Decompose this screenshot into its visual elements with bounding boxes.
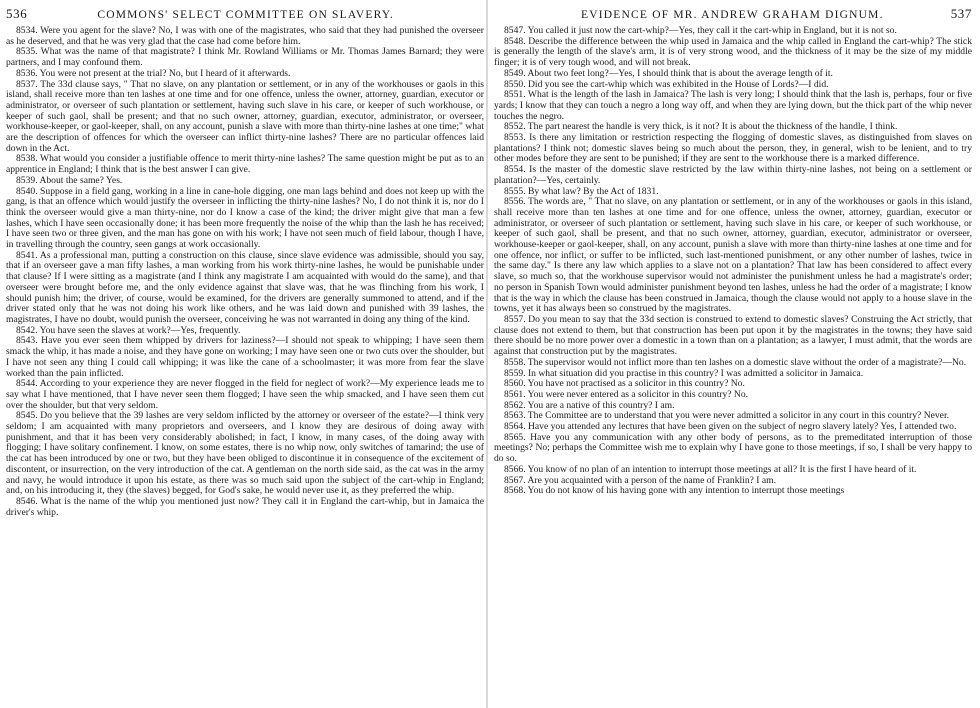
- evidence-paragraph: 8550. Did you see the cart-whip which was exhibited in the House of Lords?—I did.: [504, 78, 829, 90]
- evidence-paragraph: 8538. What would you consider a justifiable offence to merit thirty-nine lashes? The same question might be put as to an apprentice in England; I think that is the best answer I can give.: [6, 153, 484, 176]
- evidence-paragraph: 8556. The words are, " That no slave, on any plantation or settlement, or in any of the workhouses or gaols in this island, shall receive more than ten lashes at one time and for one offence, unless the owner, attorney, guardian, executor or administrator, or overseer of such plantation or settlement, having such slave in his care, or keeper of such workhouse, or keeper of such gaol, shall be present, and that no such owner, attorney, guardian, executor, administrator or overseer, workhouse-keeper or gaol-keeper, shall, on any account, punish a slave with more than thirty-nine lashes at one time and for one offence, nor inflict, or suffer to be inflicted, such last-mentioned punishment, or any other number of lashes, twice in the same day." Is there any law which applies to a slave not on a plantation? That law has been considered to affect every slave, so much so, that the workhouse supervisor would not administer the punishment unless he had a magistrate's order; no person in Spanish Town would administer punishment beyond ten lashes, unless he had the order of a magistrate; I know that is the way in which the clause has been construed in Jamaica, though the clause would not apply to a house slave in the towns, yet it has always been so construed by the magistrates.: [494, 196, 972, 315]
- left-page-body: [6, 26, 484, 518]
- evidence-paragraph: 8561. You were never entered as a solicitor in this country? No.: [504, 388, 749, 400]
- evidence-paragraph: 8547. You called it just now the cart-whip?—Yes, they call it the cart-whip in England, but it is not so.: [504, 25, 897, 36]
- left-page: [6, 0, 484, 708]
- right-page-header: [494, 0, 972, 26]
- evidence-paragraph: 8558. The supervisor would not inflict more than ten lashes on a domestic slave without the order of a magistrate?—No.: [504, 356, 967, 368]
- evidence-paragraph: 8565. Have you any communication with any other body of persons, as to the premeditated interruption of those meetings? No; perhaps the Committee wish me to explain why I have gone to those meetings, if so, I shall be very happy to do so.: [494, 431, 972, 465]
- right-page-body: [494, 26, 972, 497]
- evidence-paragraph: 8552. The part nearest the handle is very thick, is it not? It is about the thickness of the handle, I think.: [504, 121, 898, 133]
- evidence-paragraph: 8551. What is the length of the lash in Jamaica? The lash is very long; I should think that the lash is, perhaps, four or five yards; I know that they can touch a negro a long way off, and when they are lying down, but the thick part of the whip never touches the negro.: [494, 89, 972, 122]
- evidence-paragraph: 8534. Were you agent for the slave? No, I was with one of the magistrates, who said that they had punished the overseer as he deserved, and that he was very glad that the case had come before him.: [6, 25, 484, 47]
- evidence-paragraph: 8542. You have seen the slaves at work?—Yes, frequently.: [16, 324, 241, 336]
- evidence-paragraph: 8560. You have not practised as a solicitor in this country? No.: [504, 378, 745, 390]
- evidence-paragraph: 8563. The Committee are to understand that you were never admitted a solicitor in any court in this country? Never.: [504, 410, 950, 422]
- evidence-paragraph: 8544. According to your experience they are never flogged in the field for neglect of work?—My experience leads me to say what I have mentioned, that I have never seen them flogged; I have seen the whip smacked, and I have seen them cut over the shoulder, but that very seldom.: [6, 378, 484, 411]
- right-running-title: EVIDENCE OF MR. ANDREW GRAHAM DIGNUM.: [581, 9, 884, 21]
- evidence-paragraph: 8567. Are you acquainted with a person of the name of Franklin? I am.: [504, 474, 777, 486]
- evidence-paragraph: 8548. Describe the difference between the whip used in Jamaica and the whip called in England the cart-whip? The stick is generally the length of the slave's arm, it is of very strong wood, and the thickness of it may be the size of my middle finger; it is of very tough wood, and will not break.: [494, 35, 972, 69]
- evidence-paragraph: 8549. About two feet long?—Yes, I should think that is about the average length of it.: [504, 67, 833, 79]
- left-page-header: [6, 0, 484, 26]
- evidence-paragraph: 8559. In what situation did you practise in this country? I was admitted a solicitor in Jamaica.: [504, 367, 864, 379]
- evidence-paragraph: 8541. As a professional man, putting a construction on this clause, since slave evidence was admissible, should you say, that if an overseer gave a man fifty lashes, a man working from his work thirty-nine lashes, he would be punishable under that clause? If I were sitting as a magistrate (and I think any magistrate I am acquainted with would do the same), and that overseer were brought before me, and the only evidence against that slave was, that he was flinching from his work, I should punish him; the driver, of course, would be examined, for the drivers are generally summoned to attend, and if the driver stated only that he was not doing his work like others, and he was laid down and punished with 39 lashes, the magistrates, I have no doubt, would punish the overseer, conceiving he was not warranted in doing any thing of the kind.: [6, 249, 484, 325]
- evidence-paragraph: 8535. What was the name of that magistrate? I think Mr. Rowland Williams or Mr. Thomas James Barnard; they were partners, and I may confound them.: [6, 46, 484, 69]
- evidence-paragraph: 8557. Do you mean to say that the 33d section is construed to extend to domestic slaves? Construing the Act strictly, that clause does not extend to them, but that construction has been put upon it by the magistrates in the towns; they have said there should be no more power over a domestic in a town than on a plantation; as a lawyer, I must admit, that the words are against that construction put by the magistrates.: [494, 313, 972, 358]
- evidence-paragraph: 8540. Suppose in a field gang, working in a line in cane-hole digging, one man lags behind and does not keep up with the gang, is that an offence which would justify the overseer in inflicting the thirty-nine lashes? No, I do not think it is, nor do I think the overseer would give a man thirty-nine, nor do I know a case of the kind; the driver might give that man a few lashes, which I have seen occasionally done; it has been more frequently the noise of the whip than the lash he has received; I have seen two or three given, and the man has gone on with his work; I have not seen much of field labour, though I have, in travelling through the country, seen gangs at work occasionally.: [6, 185, 484, 251]
- evidence-paragraph: 8568. You do not know of his having gone with any intention to interrupt those meetings: [504, 485, 845, 497]
- evidence-paragraph: 8555. By what law? By the Act of 1831.: [504, 185, 659, 197]
- right-page: [494, 0, 972, 708]
- evidence-paragraph: 8553. Is there any limitation or restriction respecting the flogging of domestic slaves, as distinguished from slaves on plantations? I think not; domestic slaves being so much about the person, they, in general, wish to be lenient, and to try other modes before they are sent to be punished; if they are sent to the workhouse there is a marked difference.: [494, 132, 972, 165]
- evidence-paragraph: 8564. Have you attended any lectures that have been given on the subject of negro slavery lately? Yes, I attended two.: [504, 421, 957, 433]
- page-gutter: [486, 0, 488, 708]
- left-running-title: COMMONS' SELECT COMMITTEE ON SLAVERY.: [97, 9, 394, 21]
- evidence-paragraph: 8539. About the same? Yes.: [16, 174, 123, 186]
- evidence-paragraph: 8545. Do you believe that the 39 lashes are very seldom inflicted by the attorney or overseer of the estate?—I think very seldom; I am acquainted with many proprietors and overseers, and I know they are desirous of doing away with punishment, and that it has been very considerably abolished; in fact, I know, in many cases, of the doing away with flogging; I have solitary confinement. I know, on some estates, there is no whip now, only switches of tamarind; the use of the cat has been introduced by one or two, but they have been obliged to discontinue it in consequence of the excitement of discontent, or insurrection, on the very introduction of the cat. A gentleman on the north side said, as the cat was in the army and navy, he would introduce it upon his estate, as there was so much said upon the subject of the cart-whip in England; and, on his introducing it, they (the slaves) begged, for God's sake, he would never use it, as they preferred the whip.: [6, 410, 484, 497]
- evidence-paragraph: 8546. What is the name of the whip you mentioned just now? They call it in England the cart-whip, but in Jamaica the driver's whip.: [6, 495, 484, 518]
- evidence-paragraph: 8554. Is the master of the domestic slave restricted by the law within thirty-nine lashes, not being on a settlement or plantation?—Yes, certainly.: [494, 164, 972, 186]
- evidence-paragraph: 8566. You know of no plan of an intention to interrupt those meetings at all? It is the first I have heard of it.: [504, 463, 917, 475]
- evidence-paragraph: 8537. The 33d clause says, " That no slave, on any plantation or settlement, or in any of the workhouses or gaols in this island, shall receive more than ten lashes at one time and for one offence, unless the owner, attorney, guardian, executor or administrator, or overseer of such plantation or settlement, having such slave in his care, or keeper of such workhouse, or keeper of such gaol, shall be present; and that no such owner, attorney, guardian, executor, administrator, or overseer, workhouse-keeper, or gaol-keeper, shall, on any account, punish a slave with more than thirty-nine lashes at one time;" what are the description of offences for which the overseer can inflict thirty-nine lashes? There are no particular offences laid down in the Act.: [6, 78, 484, 154]
- evidence-paragraph: 8536. You were not present at the trial? No, but I heard of it afterwards.: [16, 67, 291, 79]
- evidence-paragraph: 8543. Have you ever seen them whipped by drivers for laziness?—I should not speak to whipping; I have seen them smack the whip, it has made a noise, and they have gone on working; I may have seen one or two cuts over the shoulder, but I have not seen any thing I could call whipping; it was like the cane of a schoolmaster; it was more from fear the slave worked than the pain inflicted.: [6, 335, 484, 379]
- right-page-number: 537: [950, 6, 972, 21]
- left-page-number: 536: [6, 6, 28, 21]
- evidence-paragraph: 8562. You are a native of this country? I am.: [504, 399, 675, 411]
